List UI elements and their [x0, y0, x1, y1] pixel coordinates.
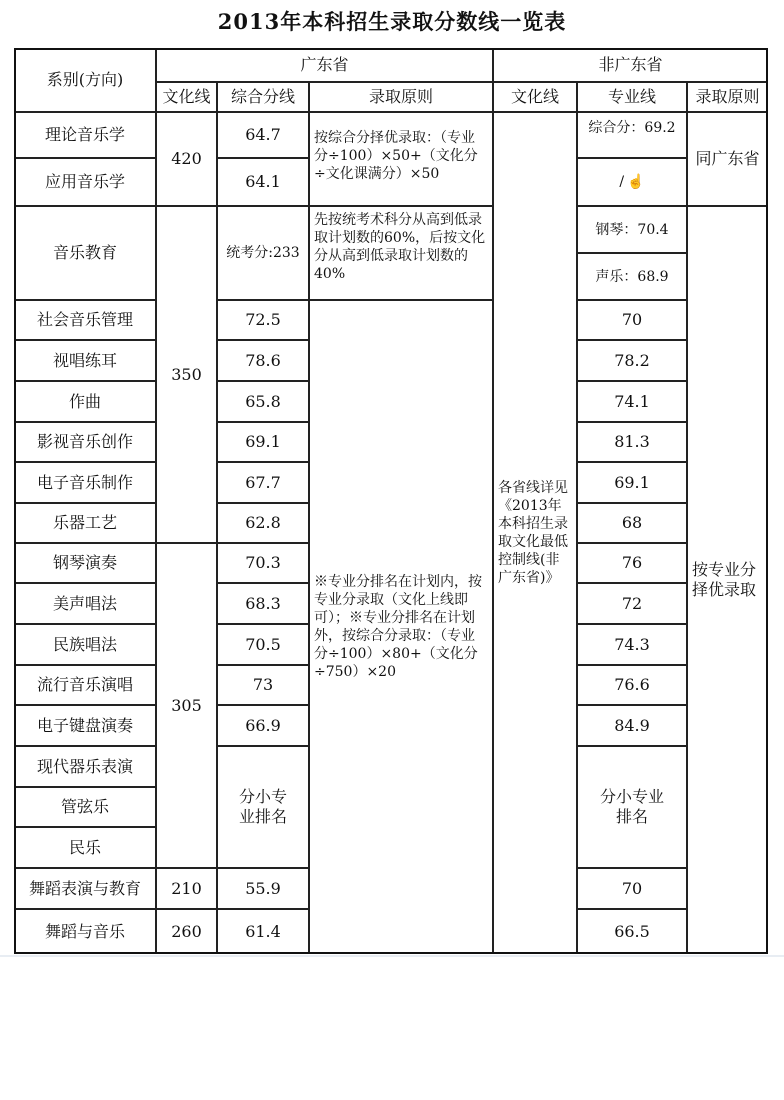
gd-composite-cell: 78.6 [217, 340, 309, 381]
header-gd-composite-line: 综合分线 [217, 82, 309, 112]
non-gd-specialty-cell: 70 [577, 868, 687, 909]
non-gd-specialty-cell: 70 [577, 300, 687, 340]
gd-culture-line-cell: 305 [156, 543, 217, 868]
gd-principle-cell: 先按统考术科分从高到低录取计划数的60%，后按文化分从高到低录取计划数的40% [309, 206, 493, 300]
header-non-gd-specialty-line: 专业线 [577, 82, 687, 112]
non-gd-principle-cell: 按专业分择优录取 [687, 206, 768, 954]
gd-principle-cell: ※专业分排名在计划内，按专业分录取（文化上线即可）；※专业分排名在计划外，按综合分录取：（专业分÷100）×80+（文化分÷750）×20 [309, 300, 493, 954]
non-gd-culture-line-cell: 各省线详见《2013年本科招生录取文化最低控制线(非广东省)》 [493, 112, 577, 954]
gd-composite-cell: 67.7 [217, 462, 309, 503]
gd-composite-cell: 72.5 [217, 300, 309, 340]
major-cell: 管弦乐 [14, 787, 156, 827]
non-gd-specialty-cell: 72 [577, 583, 687, 624]
gd-composite-cell: 73 [217, 665, 309, 705]
header-non-gd-culture-line: 文化线 [493, 82, 577, 112]
non-gd-specialty-cell: 66.5 [577, 909, 687, 954]
major-cell: 现代器乐表演 [14, 746, 156, 787]
gd-composite-cell: 66.9 [217, 705, 309, 746]
non-gd-specialty-cell: 钢琴：70.4 [577, 206, 687, 253]
gd-composite-cell: 55.9 [217, 868, 309, 909]
non-gd-specialty-cell: 78.2 [577, 340, 687, 381]
non-gd-specialty-cell: 76.6 [577, 665, 687, 705]
major-cell: 社会音乐管理 [14, 300, 156, 340]
major-cell: 美声唱法 [14, 583, 156, 624]
gd-composite-cell: 64.7 [217, 112, 309, 158]
non-gd-specialty-cell: 81.3 [577, 422, 687, 462]
non-gd-specialty-cell: 84.9 [577, 705, 687, 746]
gd-composite-cell: 61.4 [217, 909, 309, 954]
non-gd-specialty-cell: 74.3 [577, 624, 687, 665]
non-gd-specialty-cell: 68 [577, 503, 687, 543]
non-gd-principle-cell: 同广东省 [687, 112, 768, 206]
non-gd-specialty-cell: 69.1 [577, 462, 687, 503]
header-gd-culture-line: 文化线 [156, 82, 217, 112]
non-gd-specialty-cell [577, 158, 687, 206]
header-major: 系别(方向) [14, 48, 156, 112]
header-non-guangdong: 非广东省 [493, 48, 768, 82]
non-gd-specialty-cell: 声乐：68.9 [577, 253, 687, 300]
gd-principle-cell: 按综合分择优录取：（专业分÷100）×50+（文化分÷文化课满分）×50 [309, 112, 493, 206]
header-gd-principle: 录取原则 [309, 82, 493, 112]
header-non-gd-principle: 录取原则 [687, 82, 768, 112]
gd-composite-cell: 统考分:233 [217, 206, 309, 300]
major-cell: 电子音乐制作 [14, 462, 156, 503]
admission-table [14, 48, 768, 954]
major-cell: 民族唱法 [14, 624, 156, 665]
major-cell: 应用音乐学 [14, 158, 156, 206]
gd-culture-line-cell: 350 [156, 206, 217, 543]
page-break-line [0, 955, 784, 957]
non-gd-specialty-cell: 分小专业排名 [577, 746, 687, 868]
gd-composite-cell: 64.1 [217, 158, 309, 206]
major-cell: 流行音乐演唱 [14, 665, 156, 705]
major-cell: 视唱练耳 [14, 340, 156, 381]
non-gd-specialty-cell: 74.1 [577, 381, 687, 422]
gd-culture-line-cell: 210 [156, 868, 217, 909]
major-cell: 钢琴演奏 [14, 543, 156, 583]
gd-composite-cell: 68.3 [217, 583, 309, 624]
hand-cursor-icon: ☝ [627, 174, 645, 190]
major-cell: 音乐教育 [14, 206, 156, 300]
gd-culture-line-cell: 260 [156, 909, 217, 954]
non-gd-specialty-cell: 76 [577, 543, 687, 583]
gd-composite-cell: 分小专业排名 [217, 746, 309, 868]
major-cell: 乐器工艺 [14, 503, 156, 543]
major-cell: 舞蹈与音乐 [14, 909, 156, 954]
major-cell: 影视音乐创作 [14, 422, 156, 462]
major-cell: 舞蹈表演与教育 [14, 868, 156, 909]
gd-composite-cell: 69.1 [217, 422, 309, 462]
non-gd-specialty-cell: 综合分：69.2 [577, 112, 687, 158]
gd-composite-cell: 65.8 [217, 381, 309, 422]
header-guangdong: 广东省 [156, 48, 493, 82]
non-gd-specialty-value: / [619, 174, 625, 190]
major-cell: 作曲 [14, 381, 156, 422]
page-title: 2013年本科招生录取分数线一览表 [217, 9, 567, 34]
gd-composite-cell: 70.5 [217, 624, 309, 665]
major-cell: 理论音乐学 [14, 112, 156, 158]
gd-composite-cell: 70.3 [217, 543, 309, 583]
major-cell: 民乐 [14, 827, 156, 868]
major-cell: 电子键盘演奏 [14, 705, 156, 746]
gd-composite-cell: 62.8 [217, 503, 309, 543]
gd-culture-line-cell: 420 [156, 112, 217, 206]
